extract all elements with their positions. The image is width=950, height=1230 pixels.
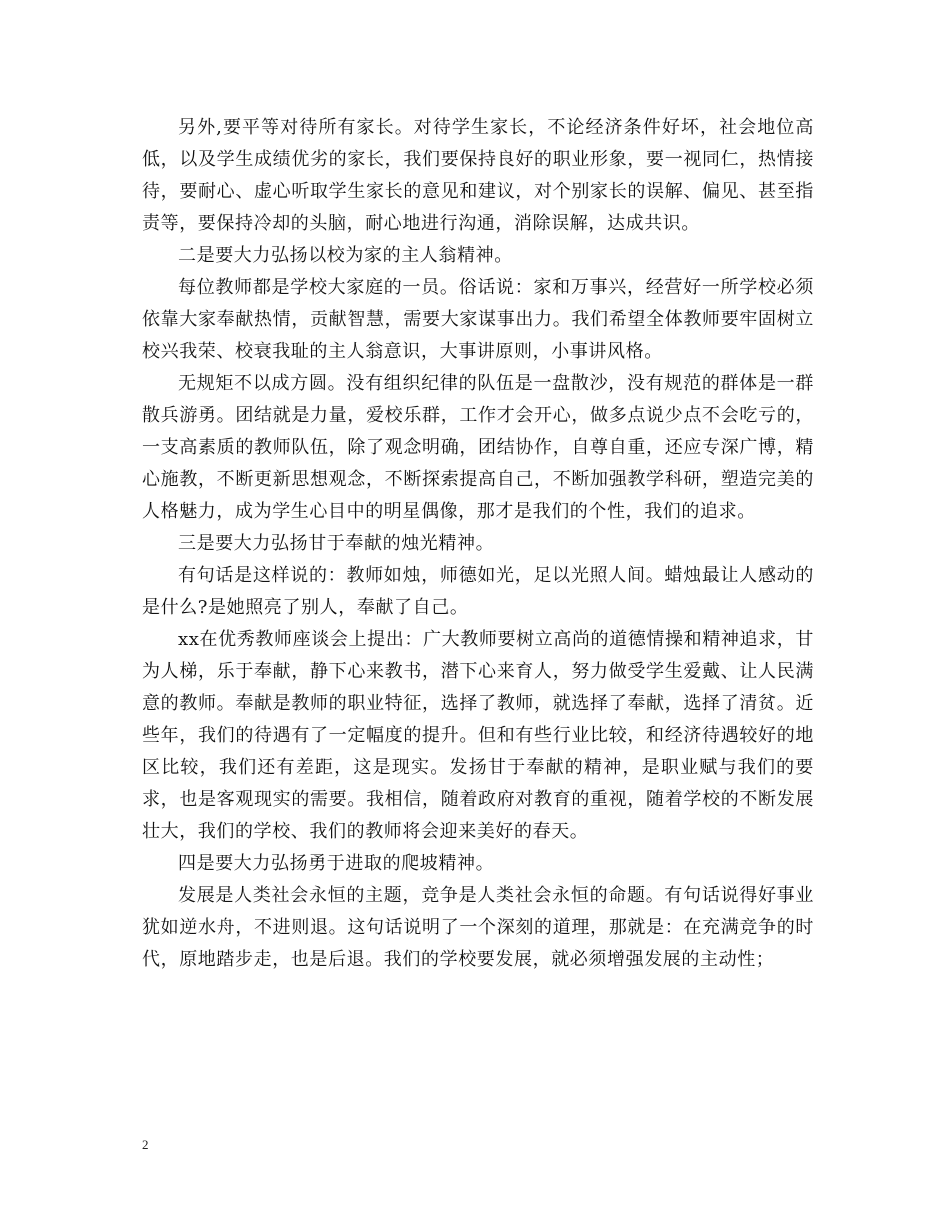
paragraph-parent-equality: 另外,要平等对待所有家长。对待学生家长，不论经济条件好坏，社会地位高低，以及学生成绩优劣的家长，我们要保持良好的职业形象，要一视同仁，热情接待，要耐心、虚心听取学生家长的意见和建议，对个别家长的误解、偏见、甚至指责等，要保持冷却的头脑，耐心地进行沟通，消除误解，达成共识。: [142, 117, 814, 234]
heading-point-two: 二是要大力弘扬以校为家的主人翁精神。: [178, 245, 513, 266]
heading-point-four: 四是要大力弘扬勇于进取的爬坡精神。: [178, 853, 495, 874]
page-number: 2: [142, 1137, 149, 1152]
paragraph-school-family: 每位教师都是学校大家庭的一员。俗话说：家和万事兴，经营好一所学校必须依靠大家奉献热情，贡献智慧，需要大家谋事出力。我们希望全体教师要牢固树立校兴我荣、校衰我耻的主人翁意识，大事讲原则，小事讲风格。: [142, 277, 814, 362]
document-body: [142, 112, 814, 976]
paragraph-dedication: xx在优秀教师座谈会上提出：广大教师要树立高尚的道德情操和精神追求，甘为人梯，乐于奉献，静下心来教书，潜下心来育人，努力做受学生爱戴、让人民满意的教师。奉献是教师的职业特征，选择了教师，就选择了奉献，选择了清贫。近些年，我们的待遇有了一定幅度的提升。但和有些行业比较，和经济待遇较好的地区比较，我们还有差距，这是现实。发扬甘于奉献的精神，是职业赋与我们的要求，也是客观现实的需要。我相信，随着政府对教育的重视，随着学校的不断发展壮大，我们的学校、我们的教师将会迎来美好的春天。: [142, 629, 814, 842]
paragraph-development: 发展是人类社会永恒的主题，竞争是人类社会永恒的命题。有句话说得好事业犹如逆水舟，不进则退。这句话说明了一个深刻的道理，那就是：在充满竞争的时代，原地踏步走，也是后退。我们的学校要发展，就必须增强发展的主动性；: [142, 885, 814, 970]
heading-point-three: 三是要大力弘扬甘于奉献的烛光精神。: [178, 533, 495, 554]
paragraph-discipline: 无规矩不以成方圆。没有组织纪律的队伍是一盘散沙，没有规范的群体是一群散兵游勇。团结就是力量，爱校乐群，工作才会开心，做多点说少点不会吃亏的，一支高素质的教师队伍，除了观念明确，团结协作，自尊自重，还应专深广博，精心施教，不断更新思想观念，不断探索提高自己，不断加强教学科研，塑造完美的人格魅力，成为学生心目中的明星偶像，那才是我们的个性，我们的追求。: [142, 373, 814, 522]
paragraph-candle-saying: 有句话是这样说的：教师如烛，师德如光，足以光照人间。蜡烛最让人感动的是什么?是她照亮了别人，奉献了自己。: [142, 565, 814, 618]
